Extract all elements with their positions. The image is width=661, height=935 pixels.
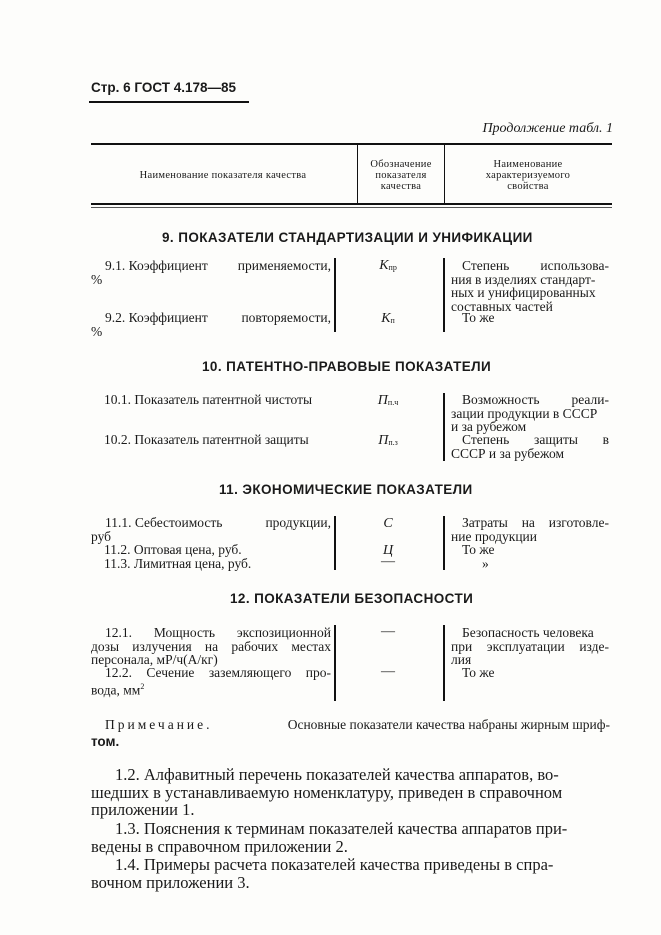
table-row-name: 12.2. Сечение заземляющего про- вода, $мм^2$ <box>91 665 331 697</box>
note-text-end: том. <box>91 734 120 749</box>
paragraph: 1.2. Алфавитный перечень показателей качества аппаратов, во- шедших в устанавливаемую номенклатуру, приведен в справочном приложении 1. <box>91 765 563 819</box>
section-title: 9. ПОКАЗАТЕЛИ СТАНДАРТИЗАЦИИ И УНИФИКАЦИИ <box>162 230 533 245</box>
table-row-symbol: С <box>383 516 393 531</box>
table-row-symbol: $П_{п.ч}$ <box>377 393 399 408</box>
column-bar <box>334 258 336 332</box>
table-row-property: Затраты на изготовле- ние продукции <box>451 515 609 544</box>
column-bar <box>443 393 445 461</box>
page-header: Стр. 6 ГОСТ 4.178—85 <box>91 80 237 95</box>
table-row-name: 9.1. Коэффициент применяемости, % <box>91 258 331 287</box>
table-row-name: 12.1. Мощность экспозиционной дозы излучения на рабочих местах персонала, мР/ч(А/кг) <box>91 625 331 667</box>
table-row-symbol: Ц <box>382 543 394 558</box>
column-header-name: Наименование показателя качества <box>139 170 307 181</box>
table-row-name: 10.1. Показатель патентной чистоты <box>104 392 313 407</box>
table-row-property: Возможность реали- зации продукции в СССР и за рубежом <box>451 392 609 434</box>
table-top-rule <box>91 143 612 145</box>
table-row-property: » <box>482 556 489 571</box>
table-row-name: 11.1. Себестоимость продукции, руб <box>91 515 331 544</box>
table-header-rule-1 <box>91 203 612 205</box>
table-row-property: Безопасность человека при эксплуатации изде- лия <box>451 625 609 667</box>
section-title: 11. ЭКОНОМИЧЕСКИЕ ПОКАЗАТЕЛИ <box>219 482 473 497</box>
table-row-symbol: — <box>381 624 395 639</box>
table-row-name: 10.2. Показатель патентной защиты <box>104 432 309 447</box>
column-bar <box>443 625 445 701</box>
table-row-property: То же <box>462 542 495 557</box>
header-rule <box>89 101 249 103</box>
table-header-rule-2 <box>91 207 612 208</box>
table-row-symbol: $K_{пр}$ <box>379 258 397 273</box>
table-row-property: Степень защиты в СССР и за рубежом <box>451 432 609 461</box>
table-row-name: 11.2. Оптовая цена, руб. <box>104 542 242 557</box>
table-row-property: Степень использова- ния в изделиях стандарт- ных и унифицированных составных частей <box>451 258 609 314</box>
paragraph: 1.4. Примеры расчета показателей качества приведены в спра- вочном приложении 3. <box>91 855 554 892</box>
table-row-symbol: — <box>381 554 395 569</box>
table-row-property: То же <box>462 310 495 325</box>
table-row-name: 9.2. Коэффициент повторяемости, % <box>91 310 331 339</box>
column-bar <box>334 516 336 570</box>
column-bar <box>443 516 445 570</box>
note-label: Примечание. <box>105 717 213 732</box>
table-row-property: То же <box>462 665 495 680</box>
table-note <box>91 716 610 750</box>
section-title: 12. ПОКАЗАТЕЛИ БЕЗОПАСНОСТИ <box>230 591 474 606</box>
table-row-symbol: $П_{п.з}$ <box>378 433 398 448</box>
column-header-symbol: Обозначение показателя качества <box>370 159 432 192</box>
table-continuation-label: Продолжение табл. 1 <box>482 121 613 136</box>
section-title: 10. ПАТЕНТНО-ПРАВОВЫЕ ПОКАЗАТЕЛИ <box>202 359 492 374</box>
note-text: Основные показатели качества набраны жирным шриф- <box>287 717 610 732</box>
column-header-property: Наименование характеризуемого свойства <box>485 159 571 192</box>
column-bar <box>443 258 445 332</box>
table-row-name: 11.3. Лимитная цена, руб. <box>104 556 252 571</box>
column-bar <box>334 625 336 701</box>
table-row-symbol: — <box>381 664 395 679</box>
paragraph: 1.3. Пояснения к терминам показателей качества аппаратов при- ведены в справочном приложении 2. <box>91 819 568 856</box>
table-row-symbol: $K_п$ <box>381 311 395 326</box>
